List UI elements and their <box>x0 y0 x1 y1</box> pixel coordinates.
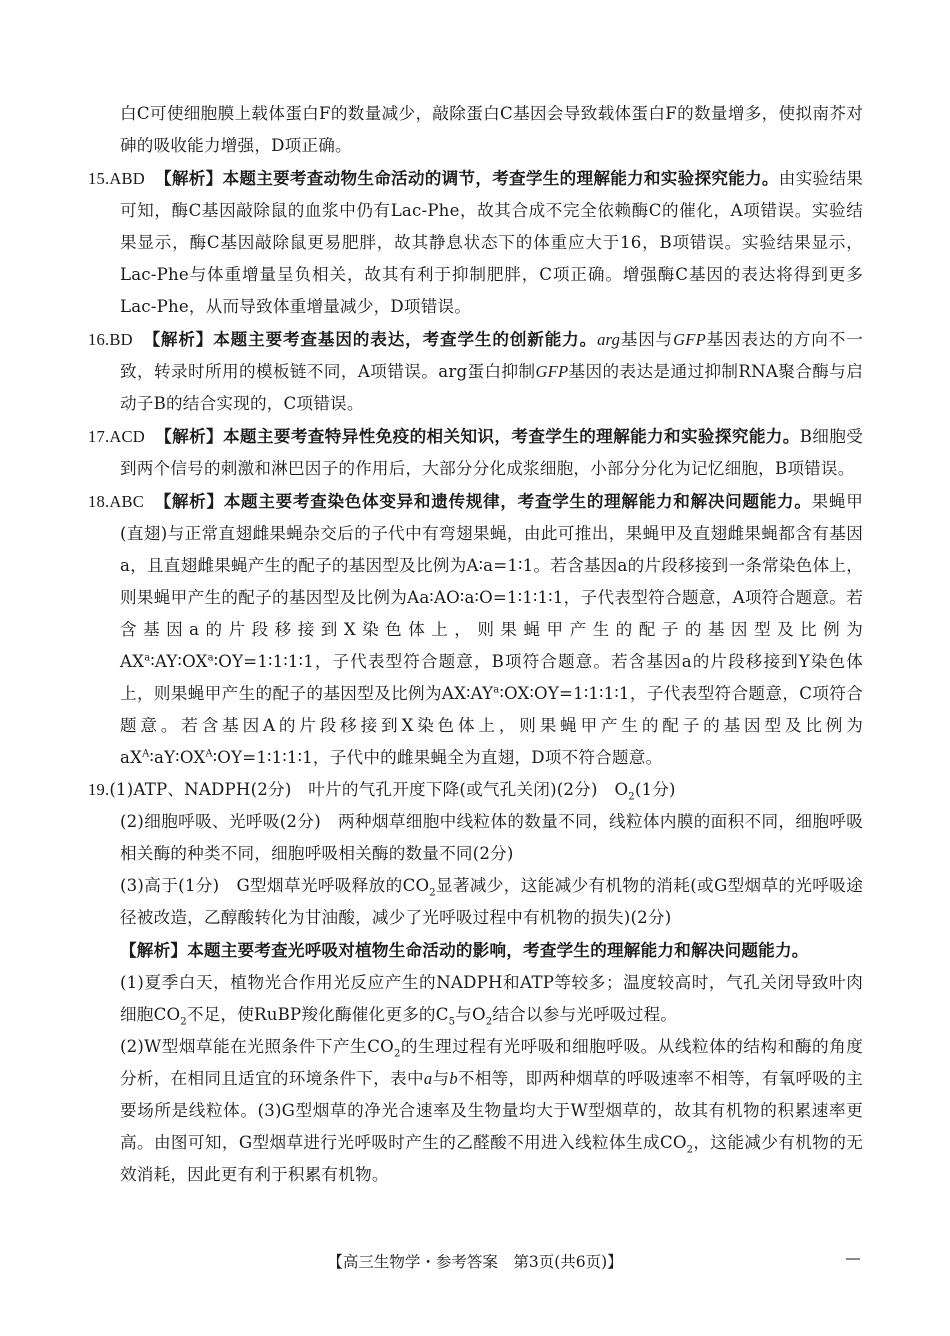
continued-paragraph <box>88 98 863 162</box>
analysis-text: ∶aY∶OX <box>149 748 206 767</box>
subscript: 2 <box>429 887 436 899</box>
superscript: A <box>205 748 213 760</box>
analysis-text: 基因与 <box>620 330 674 349</box>
question-number: 17. <box>88 427 110 446</box>
question-number: 15. <box>88 169 110 188</box>
subscript: 5 <box>448 1016 456 1028</box>
analysis-text: 果蝇甲(直翅)与正常直翅雌果蝇杂交后的子代中有弯翅果蝇，由此可推出，果蝇甲及直翅雌果蝇都含有基因a，且直翅雌果蝇产生的配子的基因型及比例为A∶a=1∶1。若含基因a的片段移接到一条常染色体上，则果蝇甲产生的配子的基因型及比例为Aa∶AO∶a∶O=1∶1∶1∶1，子代表型符合题意，A项符合题意。若含基因a的片段移接到X染色体上，则果蝇甲产生的配子的基因型及比例为AX <box>120 492 863 671</box>
analysis-body: B细胞受到两个信号的刺激和淋巴因子的作用后，大部分分化成浆细胞，小部分分化为记忆细胞，B项错误。 <box>120 427 863 478</box>
page-footer <box>0 1250 950 1272</box>
analysis-lead: 【解析】本题主要考查特异性免疫的相关知识，考查学生的理解能力和实验探究能力。 <box>154 426 800 446</box>
superscript: A <box>142 748 150 760</box>
corner-mark <box>846 1258 860 1260</box>
q19-answer-2 <box>88 806 863 870</box>
superscript: a <box>493 684 500 696</box>
superscript: a <box>207 652 214 664</box>
q19-answer-1 <box>88 774 863 806</box>
gene-name: GFP <box>535 362 569 381</box>
analysis-lead: 【解析】本题主要考查染色体变异和遗传规律，考查学生的理解能力和解决问题能力。 <box>154 491 812 511</box>
analysis-text: 基因表达的方向不一致，转录时所用的模板链不同，A项错误。arg蛋白抑制 <box>120 330 863 381</box>
question-17 <box>88 420 863 485</box>
analysis-text: (2)W型烟草能在光照条件下产生CO <box>120 1037 394 1056</box>
answer-key: ACD <box>109 427 145 446</box>
variable: b <box>449 1069 458 1088</box>
question-number: 16. <box>88 330 110 349</box>
analysis-text: ，这能减少有机物的无效消耗，因此更有利于积累有机物。 <box>120 1133 863 1184</box>
question-number: 18. <box>88 492 110 511</box>
analysis-lead: 【解析】本题主要考查基因的表达，考查学生的创新能力。 <box>142 329 598 349</box>
answer-key: ABC <box>109 492 145 511</box>
analysis-text: (1)夏季白天，植物光合作用光反应产生的NADPH和ATP等较多；温度较高时，气孔关闭导致叶肉细胞CO <box>120 973 863 1024</box>
answer-key: BD <box>109 330 133 349</box>
q19-analysis-1 <box>88 967 863 1031</box>
q19-analysis-2 <box>88 1031 863 1191</box>
footer-text: 【高三生物学・参考答案 第3页(共6页)】 <box>327 1253 623 1271</box>
analysis-text: 结合以参与光呼吸过程。 <box>492 1005 678 1024</box>
analysis-text: 基因的表达是通过抑制RNA聚合酶与启动子B的结合实现的，C项错误。 <box>120 362 863 413</box>
analysis-text: ∶AY∶OX <box>150 652 208 671</box>
continued-text: 白C可使细胞膜上载体蛋白F的数量减少，敲除蛋白C基因会导致载体蛋白F的数量增多，使拟南芥对砷的吸收能力增强，D项正确。 <box>120 104 863 155</box>
answer-text: (3)高于(1分) G型烟草光呼吸释放的CO <box>120 876 430 895</box>
question-15 <box>88 162 863 323</box>
analysis-body: 由实验结果可知，酶C基因敲除鼠的血浆中仍有Lac-Phe，故其合成不完全依赖酶C的催化，A项错误。实验结果显示，酶C基因敲除鼠更易肥胖，故其静息状态下的体重应大于16，B项错误。实验结果显示，Lac-Phe与体重增量呈负相关，故其有利于抑制肥胖，C项正确。增强酶C基因的表达将得到更多Lac-Phe，从而导致体重增量减少，D项错误。 <box>120 169 864 316</box>
q19-answer-3 <box>88 870 863 934</box>
gene-name: GFP <box>673 330 706 349</box>
analysis-text: 的生理过程有光呼吸和细胞呼吸。从线粒体的结构和酶的角度分析，在相同且适宜的环境条件下，表中 <box>120 1037 863 1088</box>
analysis-lead: 【解析】本题主要考查动物生命活动的调节，考查学生的理解能力和实验探究能力。 <box>154 168 779 188</box>
analysis-text: ∶OX∶OY=1∶1∶1∶1，子代表型符合题意，C项符合题意。若含基因A的片段移接到X染色体上，则果蝇甲产生的配子的基因型及比例为aX <box>120 684 863 767</box>
analysis-text: 与 <box>432 1069 450 1088</box>
analysis-text: 不相等，即两种烟草的呼吸速率不相等，有氧呼吸的主要场所是线粒体。(3)G型烟草的净光合速率及生物量均大于W型烟草的，故其有机物的积累速率更高。由图可知，G型烟草进行光呼吸时产生的乙醛酸不用进入线粒体生成CO <box>120 1069 863 1152</box>
analysis-text: ∶OY=1∶1∶1∶1，子代表型符合题意，B项符合题意。若含基因a的片段移接到Y染色体上，则果蝇甲产生的配子的基因型及比例为AX∶AY <box>120 652 863 703</box>
answer-text: (2)细胞呼吸、光呼吸(2分) 两种烟草细胞中线粒体的数量不同，线粒体内膜的面积不同，细胞呼吸相关酶的种类不同，细胞呼吸相关酶的数量不同(2分) <box>120 812 863 863</box>
superscript: a <box>144 652 151 664</box>
subscript: 2 <box>686 1144 694 1156</box>
subscript: 2 <box>393 1048 401 1060</box>
answer-text: (1分) <box>634 780 676 799</box>
answer-text: (1)ATP、NADPH(2分) 叶片的气孔开度下降(或气孔关闭)(2分) O <box>109 780 629 799</box>
variable: a <box>423 1069 433 1088</box>
subscript: 2 <box>180 1016 187 1028</box>
analysis-text: 不足，使RuBP羧化酶催化更多的C <box>186 1005 449 1024</box>
gene-name: arg <box>597 330 621 349</box>
answer-content <box>88 98 863 1191</box>
question-18 <box>88 485 863 774</box>
question-number: 19. <box>88 780 110 799</box>
q19-analysis-lead <box>88 934 863 967</box>
answer-text: 显著减少，这能减少有机物的消耗(或G型烟草的光呼吸途径被改造，乙醇酸转化为甘油酸，减少了光呼吸过程中有机物的损失)(2分) <box>120 876 863 927</box>
question-16 <box>88 323 863 420</box>
subscript: 2 <box>485 1016 493 1028</box>
analysis-text: ∶OY=1∶1∶1∶1，子代中的雌果蝇全为直翅，D项不符合题意。 <box>212 748 663 767</box>
subscript: 2 <box>628 791 635 803</box>
analysis-lead: 【解析】本题主要考查光呼吸对植物生命活动的影响，考查学生的理解能力和解决问题能力。 <box>120 940 809 960</box>
analysis-text: 与O <box>455 1005 486 1024</box>
question-19 <box>88 774 863 1191</box>
answer-key: ABD <box>109 169 145 188</box>
